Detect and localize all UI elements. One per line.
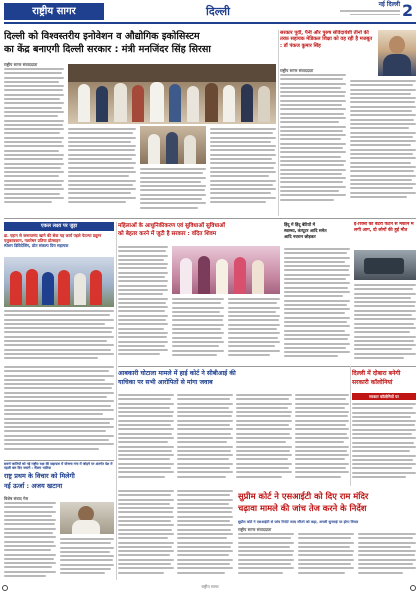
excise-headline-line1: आबकारी घोटाला मामले में हाई कोर्ट ने सीबीआई की [118, 370, 236, 377]
right-top-headline: सरकार पूर्वी, पैनी और पुरुष संविदायेशी तीनों की तरफ़ सहायक मेडिकल शिक्षा को वह रही है मजबूत : डॉ पंकज कुमार सिंह [280, 30, 373, 49]
nation-intro: सवर्ण जातियों को नई राष्ट्रीय रक्षा की सहायता में योजना गंगा में जोड़ने पर अंतर्गत देश में पहली बार दिए जाएंगे : नीलम भाटिया [4, 462, 113, 471]
lead-photo [68, 64, 276, 124]
edelhi-headline-line2: लगी आग, दो लोगों की हुई मौत [354, 228, 408, 234]
hindu-headline-line1: हिंदू में हिंदू बेटियों में [284, 222, 316, 227]
colony-headline [352, 369, 416, 391]
divider-3 [4, 460, 114, 461]
excise-text-col2 [177, 394, 233, 486]
sports-subhead-text: डा. एहान से जरूरतमंद खाने की सेवा यह कार्य पहले पेटल्या प्रद्युम्न एलुकावकान, नलतेषन प्रतिया प्रोत्साहन [4, 233, 102, 243]
page-number: 2 [402, 1, 414, 20]
doctor-photo [378, 30, 416, 76]
edelhi-headline [354, 222, 416, 248]
colony-text [352, 403, 416, 486]
paper-name [330, 2, 400, 22]
supreme-text-col1 [238, 533, 294, 581]
lead-text-col2 [68, 128, 136, 214]
footer [4, 584, 416, 592]
women-photo [172, 246, 280, 294]
registration-mark-left [2, 585, 8, 591]
city-label: दिल्ली [206, 5, 230, 18]
nation-headline-line2: नई ऊर्जा : अजय खटाना [4, 481, 63, 490]
column-rule-2 [278, 30, 279, 216]
lead-headline-line2: का केंद्र बनाएगी दिल्ली सरकार : मंत्री मनजिंदर सिंह सिरसा [4, 44, 211, 55]
lead-text-col4 [210, 128, 276, 214]
women-headline [118, 222, 280, 242]
hindu-headline-line2: स्वास्थ्य, कंप्यूटर आदि समेत [284, 228, 327, 233]
women-text-col3 [228, 298, 280, 362]
left-column-text [4, 366, 114, 456]
lead-text-col3 [140, 168, 206, 214]
lead-headline-line1: दिल्ली को विश्वस्तरीय इनोवेशन व औद्योगिक इकोसिस्टम [4, 31, 200, 42]
registration-mark-right [410, 585, 416, 591]
nation-text-col1 [4, 502, 56, 580]
excise-headline-line2: याचिका पर सभी आरोपितों से मांगा जवाब [118, 379, 213, 386]
hindu-headline [284, 222, 350, 246]
edelhi-text [354, 284, 416, 362]
right-top-text-col1 [280, 74, 346, 214]
middle-bottom-col2 [177, 490, 233, 580]
women-headline-line1: महिलाओं के आधुनिकीकरण एवं सुविधाओं सुविधाओं [118, 223, 225, 229]
supreme-text-col2 [298, 533, 354, 581]
section-label: राष्ट्रीय सागर [4, 3, 104, 20]
sports-subhead-text-2: स्पेशन डिविदेजिंग, प्रोत संकल्प प्रिय सहायक [4, 243, 69, 248]
supreme-headline-line2: चढ़ावा मामले की जांच तेज करने के निर्देश [238, 503, 367, 513]
nation-byline: विशेष संवाद गेस [4, 496, 29, 501]
nation-headline-line1: राष्ट्र प्रथम के विचार को मिलेगी [4, 472, 75, 480]
supreme-subhead: सुप्रीम कोर्ट ने एसआईटी से जांच रिपोर्ट जल्द सौंपने को कहा, अगली सुनवाई पर होगा विचार [238, 520, 359, 524]
excise-text-col4 [295, 394, 349, 486]
women-headline-line2: को बेहतर करने में जुटी है सरकार : वंदित शिवम [118, 231, 217, 237]
hindu-headline-line3: आदि नवरत्न छोड़कर [284, 234, 316, 239]
colony-band [352, 393, 416, 400]
sports-subhead [4, 233, 114, 255]
right-top-text-col2 [350, 80, 416, 214]
supreme-headline [238, 490, 416, 520]
nation-text-col2 [60, 538, 114, 580]
colony-band-text: सरकार कॉलोनियों पर [369, 394, 399, 399]
masthead [0, 0, 420, 24]
hindu-text [284, 248, 350, 362]
middle-bottom-col1 [118, 490, 174, 580]
women-text-col2 [172, 298, 224, 362]
masthead-rule [4, 22, 416, 24]
column-rule-3 [350, 366, 351, 486]
paper-name-text: नई दिल्ली [378, 1, 400, 8]
colony-headline-line2: सरकारी कॉलोनियां [352, 379, 393, 386]
lead-byline: राष्ट्रीय सागर संवाददाता [4, 62, 38, 67]
excise-text-col3 [236, 394, 292, 486]
nation-photo [60, 502, 114, 534]
supreme-byline: राष्ट्रीय सागर संवाददाता [238, 527, 272, 532]
sports-band [4, 222, 114, 231]
column-rule-1 [116, 222, 117, 580]
edelhi-headline-line1: ई-रिक्शे की बैटरी फटने से मकान में [354, 222, 414, 227]
right-top-byline: राष्ट्रीय सागर संवाददाता [280, 68, 314, 73]
excise-headline [118, 369, 348, 391]
sports-text [4, 310, 114, 362]
sports-headline: एकल लक्ष्य पर जुड़ा [40, 223, 78, 229]
women-text-col1 [118, 246, 168, 362]
supreme-text-col3 [358, 533, 416, 581]
footer-text: राष्ट्रीय सागर [201, 584, 219, 589]
divider-1 [4, 218, 416, 219]
supreme-headline-line1: सुप्रीम कोर्ट ने एसआईटी को दिए राम मंदिर [238, 491, 369, 501]
nation-headline [4, 472, 114, 494]
colony-headline-line1: दिल्ली में दोबारा बनेगी [352, 370, 401, 377]
lead-text-col1 [4, 68, 64, 214]
divider-2 [118, 366, 416, 367]
edelhi-photo [354, 250, 416, 280]
excise-text-col1 [118, 394, 174, 486]
lead-photo-2 [140, 126, 206, 164]
lead-headline [4, 30, 276, 58]
sports-photo [4, 257, 114, 307]
